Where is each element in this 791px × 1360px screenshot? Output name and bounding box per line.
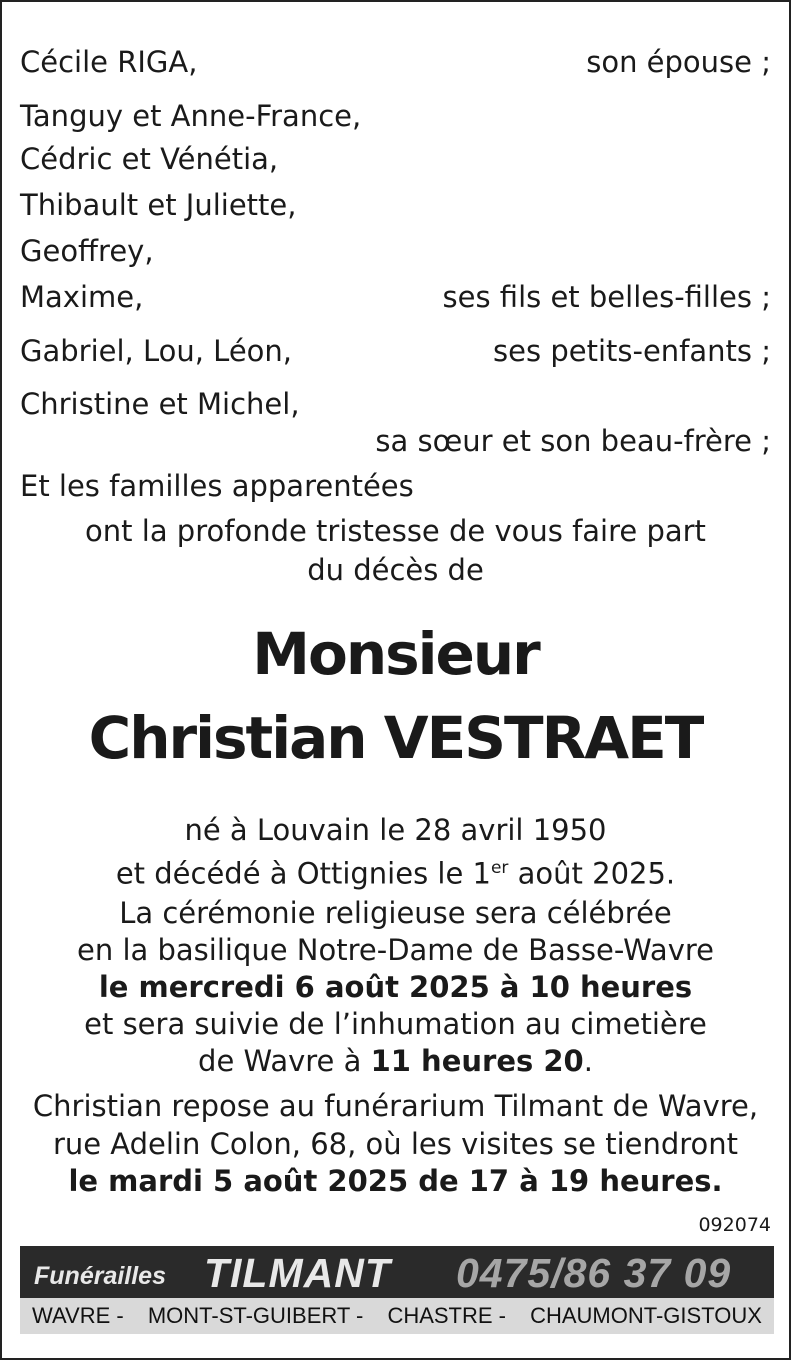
son-line: Tanguy et Anne-France, xyxy=(20,99,362,133)
funeral-home-phone: 0475/86 37 09 xyxy=(456,1250,732,1296)
burial-line: et sera suivie de l’inhumation au cimetière xyxy=(84,1007,707,1041)
ceremony-line: en la basilique Notre-Dame de Basse-Wavre xyxy=(77,933,714,967)
birth-line: né à Louvain le 28 avril 1950 xyxy=(184,813,607,847)
deceased-title: Monsieur xyxy=(252,620,539,688)
son-line: Cédric et Vénétia, xyxy=(20,142,279,176)
grandchildren-names: Gabriel, Lou, Léon, xyxy=(20,334,293,368)
ceremony-date: le mercredi 6 août 2025 à 10 heures xyxy=(98,970,693,1004)
announcement-line: du décès de xyxy=(307,553,484,587)
funeral-home-banner xyxy=(20,1246,774,1298)
son-line: Thibault et Juliette, xyxy=(20,188,297,222)
rest-line: Christian repose au funérarium Tilmant de Wavre, xyxy=(32,1089,759,1123)
town: CHAUMONT-GISTOUX xyxy=(530,1303,762,1328)
death-line: et décédé à Ottignies le 1er août 2025. xyxy=(115,856,676,891)
son-line: Maxime, xyxy=(20,280,144,314)
ceremony-line: La cérémonie religieuse sera célébrée xyxy=(119,896,672,930)
reference-number: 092074 xyxy=(698,1214,771,1236)
funeral-home-brand: TILMANT xyxy=(204,1250,391,1296)
town: WAVRE - xyxy=(32,1303,124,1328)
son-line: Geoffrey, xyxy=(20,234,154,268)
sons-role: ses fils et belles-filles ; xyxy=(442,280,771,314)
announcement-line: ont la profonde tristesse de vous faire part xyxy=(85,514,706,548)
visit-date: le mardi 5 août 2025 de 17 à 19 heures. xyxy=(68,1164,723,1198)
town: CHASTRE - xyxy=(387,1303,506,1328)
grandchildren-role: ses petits-enfants ; xyxy=(493,334,771,368)
families-line: Et les familles apparentées xyxy=(20,469,414,503)
funeral-home-lead: Funérailles xyxy=(34,1262,166,1290)
sister-role: sa sœur et son beau-frère ; xyxy=(375,424,771,458)
sister-names: Christine et Michel, xyxy=(20,387,300,421)
deceased-name: Christian VESTRAET xyxy=(88,704,703,772)
funeral-home-towns xyxy=(20,1298,774,1334)
wife-role: son épouse ; xyxy=(586,45,771,79)
town: MONT-ST-GUIBERT - xyxy=(147,1303,364,1328)
burial-time-line: de Wavre à 11 heures 20. xyxy=(198,1044,593,1078)
rest-line: rue Adelin Colon, 68, où les visites se tiendront xyxy=(52,1127,739,1161)
wife-name: Cécile RIGA, xyxy=(20,45,198,79)
